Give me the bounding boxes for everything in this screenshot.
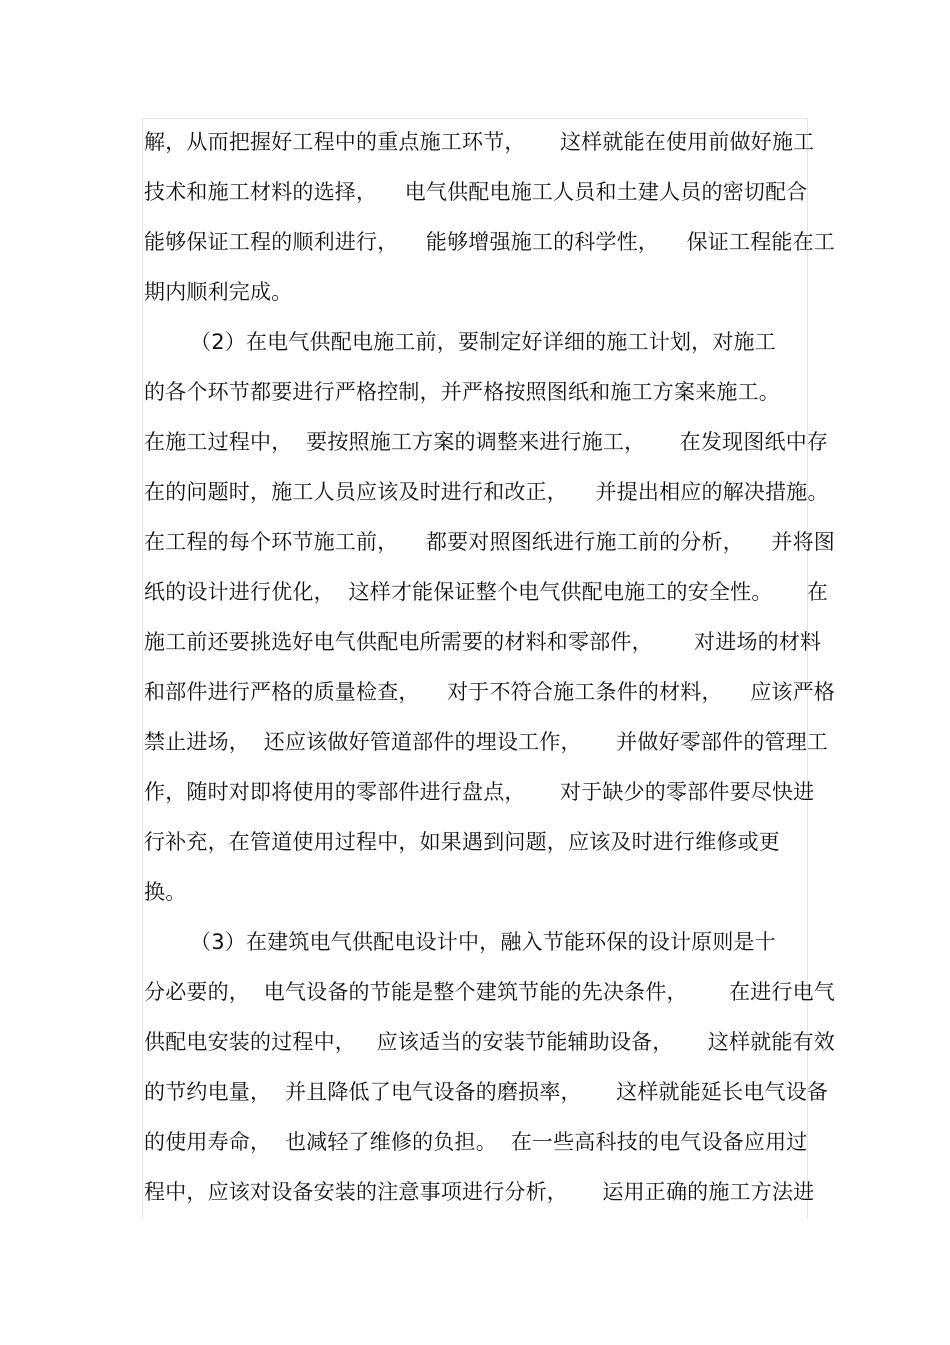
paragraph-start-line: （3）在建筑电气供配电设计中，融入节能环保的设计原则是十 bbox=[190, 930, 776, 954]
text-line: 分必要的， 电气设备的节能是整个建筑节能的先决条件， 在进行电气 bbox=[144, 980, 835, 1004]
text-line: 供配电安装的过程中， 应该适当的安装节能辅助设备， 这样就能有效 bbox=[144, 1030, 835, 1054]
text-line: 在工程的每个环节施工前， 都要对照图纸进行施工前的分析， 并将图 bbox=[144, 530, 835, 554]
text-line: 作，随时对即将使用的零部件进行盘点， 对于缺少的零部件要尽快进 bbox=[144, 780, 815, 804]
text-line: 能够保证工程的顺利进行， 能够增强施工的科学性， 保证工程能在工 bbox=[144, 230, 835, 254]
text-line: 期内顺利完成。 bbox=[144, 280, 293, 304]
text-line: 程中，应该对设备安装的注意事项进行分析， 运用正确的施工方法进 bbox=[144, 1180, 815, 1204]
text-line: 纸的设计进行优化， 这样才能保证整个电气供配电施工的安全性。 在 bbox=[144, 580, 829, 604]
text-line: 在施工过程中， 要按照施工方案的调整来进行施工， 在发现图纸中存 bbox=[144, 430, 829, 454]
text-line: 和部件进行严格的质量检查， 对于不符合施工条件的材料， 应该严格 bbox=[144, 680, 835, 704]
text-line: 在的问题时，施工人员应该及时进行和改正， 并提出相应的解决措施。 bbox=[144, 480, 829, 504]
paragraph-start-line: （2）在电气供配电施工前，要制定好详细的施工计划，对施工 bbox=[190, 330, 776, 354]
text-line: 的节约电量， 并且降低了电气设备的磨损率， 这样就能延长电气设备 bbox=[144, 1080, 829, 1104]
text-line: 的使用寿命， 也减轻了维修的负担。 在一些高科技的电气设备应用过 bbox=[144, 1130, 808, 1154]
text-line: 解，从而把握好工程中的重点施工环节， 这样就能在使用前做好施工 bbox=[144, 130, 815, 154]
text-line: 施工前还要挑选好电气供配电所需要的材料和零部件， 对进场的材料 bbox=[144, 630, 822, 654]
text-line: 禁止进场， 还应该做好管道部件的埋设工作， 并做好零部件的管理工 bbox=[144, 730, 829, 754]
text-line: 技术和施工材料的选择， 电气供配电施工人员和土建人员的密切配合 bbox=[144, 180, 808, 204]
text-line: 的各个环节都要进行严格控制，并严格按照图纸和施工方案来施工。 bbox=[144, 380, 780, 404]
text-line: 换。 bbox=[144, 880, 187, 904]
text-line: 行补充，在管道使用过程中，如果遇到问题，应该及时进行维修或更 bbox=[144, 830, 780, 854]
